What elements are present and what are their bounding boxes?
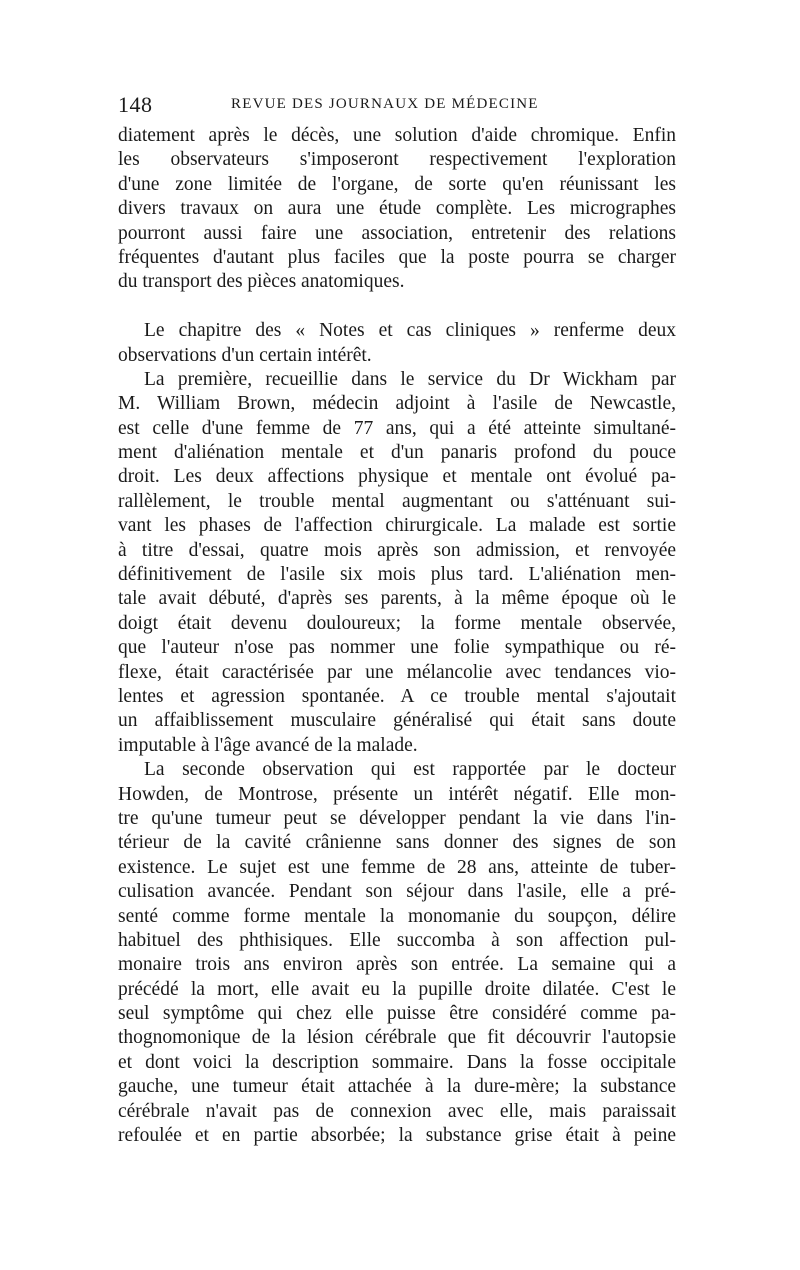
text-line: refoulée et en partie absorbée; la substance grise était à peine [118,1125,676,1147]
text-line: senté comme forme mentale la monomanie du soupçon, délire [118,905,676,927]
text-line: tale avait débuté, d'après ses parents, à la même époque où le [118,588,676,610]
text-line: un affaiblissement musculaire généralisé qui était sans doute [118,710,676,732]
text-line: divers travaux on aura une étude complète. Les micrographes [118,198,676,220]
text-line: vant les phases de l'affection chirurgicale. La malade est sortie [118,515,676,537]
text-line: flexe, était caractérisée par une mélancolie avec tendances vio- [118,661,676,683]
text-line: fréquentes d'autant plus faciles que la poste pourra se charger [118,246,676,268]
page-number: 148 [118,92,153,117]
text-line: d'une zone limitée de l'organe, de sorte qu'en réunissant les [118,173,676,195]
text-line: est celle d'une femme de 77 ans, qui a été atteinte simultané- [118,417,676,439]
paragraph [118,758,676,1148]
text-line: du transport des pièces anatomiques. [118,271,405,293]
paragraph [118,124,676,295]
text-line: que l'auteur n'ose pas nommer une folie sympathique ou ré- [118,637,676,659]
text-line: cérébrale n'avait pas de connexion avec elle, mais paraissait [118,1100,676,1122]
text-line: térieur de la cavité crânienne sans donner des signes de son [118,832,676,854]
text-line: observations d'un certain intérêt. [118,344,372,366]
running-header [118,92,676,118]
text-line: définitivement de l'asile six mois plus tard. L'aliénation men- [118,564,676,586]
paragraph-gap [118,295,676,319]
text-line: imputable à l'âge avancé de la malade. [118,734,418,756]
text-line: et dont voici la description sommaire. Dans la fosse occipitale [118,1051,676,1073]
text-line: droit. Les deux affections physique et mentale ont évolué pa- [118,466,676,488]
text-line: monaire trois ans environ après son entrée. La semaine qui a [118,954,676,976]
text-line: tre qu'une tumeur peut se développer pendant la vie dans l'in- [118,807,676,829]
running-title: REVUE DES JOURNAUX DE MÉDECINE [231,96,539,112]
text-line: habituel des phthisiques. Elle succomba à son affection pul- [118,929,676,951]
text-line: M. William Brown, médecin adjoint à l'asile de Newcastle, [118,393,676,415]
text-line: diatement après le décès, une solution d'aide chromique. Enfin [118,125,676,146]
text-line: ment d'aliénation mentale et d'un panaris profond du pouce [118,442,676,464]
text-line: Howden, de Montrose, présente un intérêt négatif. Elle mon- [118,783,676,805]
text-line: les observateurs s'imposeront respectivement l'exploration [118,149,676,171]
text-line: à titre d'essai, quatre mois après son admission, et renvoyée [118,539,676,561]
text-line: La seconde observation qui est rapportée par le docteur [144,759,676,781]
text-line: seul symptôme qui chez elle puisse être considéré comme pa- [118,1003,676,1025]
text-line: existence. Le sujet est une femme de 28 ans, atteinte de tuber- [118,856,676,878]
text-line: lentes et agression spontanée. A ce trouble mental s'ajoutait [118,685,676,707]
text-line: culisation avancée. Pendant son séjour dans l'asile, elle a pré- [118,881,676,903]
text-line: La première, recueillie dans le service du Dr Wickham par [144,368,676,390]
text-line: pourront aussi faire une association, entretenir des relations [118,222,676,244]
text-line: rallèlement, le trouble mental augmentant ou s'atténuant sui- [118,490,676,512]
text-line: thognomonique de la lésion cérébrale que fit découvrir l'autopsie [118,1027,676,1049]
paragraph [118,368,676,758]
text-line: gauche, une tumeur était attachée à la dure-mère; la substance [118,1076,676,1098]
text-line: Le chapitre des « Notes et cas cliniques » renferme deux [144,320,676,342]
text-line: précédé la mort, elle avait eu la pupille droite dilatée. C'est le [118,978,676,1000]
body-text [118,124,676,1148]
paragraph [118,319,676,368]
text-line: doigt était devenu douloureux; la forme mentale observée, [118,612,676,634]
